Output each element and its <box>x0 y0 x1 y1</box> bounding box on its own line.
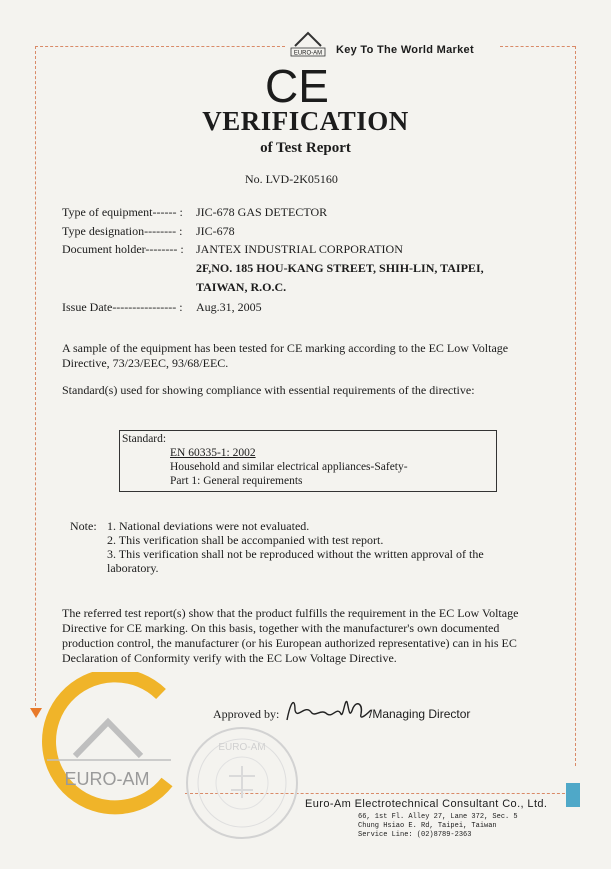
page-title: VERIFICATION <box>202 106 409 136</box>
standard-code: EN 60335-1: 2002 <box>170 447 256 459</box>
approver-role: /Managing Director <box>369 707 471 721</box>
paragraph-line: Directive, 73/23/EEC, 93/68/EEC. <box>62 356 229 370</box>
ce-mark <box>262 60 332 108</box>
note-heading: Note: <box>70 519 97 533</box>
dashed-border-top <box>35 46 285 47</box>
field-label-issue-date: Issue Date---------------- : <box>62 300 183 314</box>
paragraph-line: Declaration of Conformity verify with the EC Low Voltage Directive. <box>62 651 397 665</box>
company-name: Euro-Am Electrotechnical Consultant Co., Ltd. <box>305 798 548 810</box>
standard-heading: Standard: <box>122 433 167 445</box>
standard-desc-1: Household and similar electrical appliances-Safety- <box>170 461 408 473</box>
field-value-issue-date: Aug.31, 2005 <box>196 300 262 314</box>
signature <box>283 694 373 724</box>
field-value-equipment: JIC-678 GAS DETECTOR <box>196 205 328 219</box>
svg-text:CE: CE <box>265 60 329 108</box>
paragraph-line: production control, the manufacturer (or his European authorized representative) can in his EC <box>62 636 517 650</box>
svg-text:EURO-AM: EURO-AM <box>218 742 266 753</box>
page-subtitle: of Test Report <box>260 140 351 156</box>
holder-address-line2: TAIWAN, R.O.C. <box>196 280 287 294</box>
holder-address-line1: 2F,NO. 185 HOU-KANG STREET, SHIH-LIN, TAIPEI, <box>196 261 484 275</box>
company-service-line: Service Line: (02)8789-2363 <box>358 831 472 839</box>
report-number: No. LVD-2K05160 <box>245 172 338 186</box>
note-item-3: 3. This verification shall not be reproduced without the written approval of the <box>107 547 484 561</box>
euro-am-small-logo <box>289 29 327 57</box>
paragraph-sample <box>62 341 542 371</box>
field-label-holder: Document holder-------- : <box>62 242 184 256</box>
teal-marker <box>566 783 580 807</box>
euro-am-large-logo <box>33 672 183 822</box>
svg-text:EURO-AM: EURO-AM <box>64 769 150 789</box>
tagline: Key To The World Market <box>336 44 474 56</box>
dashed-border-top-right <box>500 46 575 47</box>
paragraph-line: The referred test report(s) show that the product fulfills the requirement in the EC Low Voltage <box>62 606 519 620</box>
standard-desc-2: Part 1: General requirements <box>170 475 303 487</box>
field-label-designation: Type designation-------- : <box>62 224 183 238</box>
paragraph-conclusion <box>62 606 542 666</box>
note-item-1: 1. National deviations were not evaluated. <box>107 519 310 533</box>
round-seal-stamp <box>183 724 301 842</box>
field-value-holder: JANTEX INDUSTRIAL CORPORATION <box>196 242 403 256</box>
company-address-line1: 66, 1st Fl. Alley 27, Lane 372, Sec. 5 <box>358 813 518 821</box>
paragraph-standards-intro: Standard(s) used for showing compliance with essential requirements of the directive: <box>62 383 475 397</box>
svg-text:EURO-AM: EURO-AM <box>293 50 323 57</box>
paragraph-line: A sample of the equipment has been tested for CE marking according to the EC Low Voltage <box>62 341 509 355</box>
note-item-2: 2. This verification shall be accompanied with test report. <box>107 533 384 547</box>
field-value-designation: JIC-678 <box>196 224 235 238</box>
field-label-equipment: Type of equipment------ : <box>62 205 183 219</box>
note-item-3-cont: laboratory. <box>107 561 159 575</box>
paragraph-line: Directive for CE marking. On this basis, together with the manufacturer's own documented <box>62 621 500 635</box>
approved-by-label: Approved by: <box>213 707 280 721</box>
company-address-line2: Chung Hsiao E. Rd, Taipei, Taiwan <box>358 822 497 830</box>
